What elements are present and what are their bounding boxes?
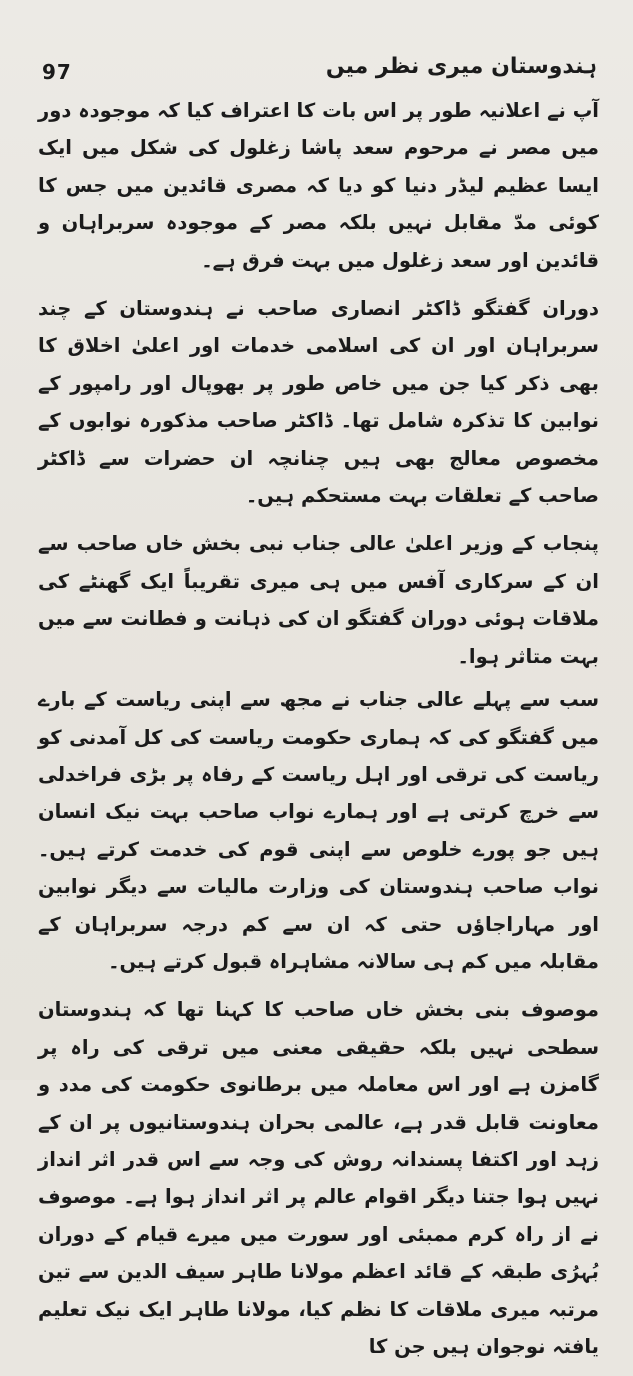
paragraph-3: پنجاب کے وزیر اعلیٰ عالی جناب نبی بخش خاں صاحب سے ان کے سرکاری آفس میں ہی میری تقریباً ایک گھنٹے کی ملاقات ہوئی دوران گفتگو ان کی ذہانت و فطانت سے میں بہت متاثر ہوا۔	[38, 532, 599, 668]
paragraph-1: آپ نے اعلانیہ طور پر اس بات کا اعتراف کیا کہ موجودہ دور میں مصر نے مرحوم سعد پاشا زغلول کی شکل میں ایک ایسا عظیم لیڈر دنیا کو دیا کہ مصری قائدین میں جس کا کوئی مدّ مقابل نہیں بلکہ مصر کے موجودہ سربراہان و قائدین اور سعد زغلول میں بہت فرق ہے۔	[38, 99, 599, 272]
page-header	[42, 54, 597, 88]
page-number: 97	[42, 60, 72, 84]
paragraph-2: دوران گفتگو ڈاکٹر انصاری صاحب نے ہندوستان کے چند سربراہان اور ان کی اسلامی خدمات اور اعلیٰ اخلاق کا بھی ذکر کیا جن میں خاص طور پر بھوپال اور رامپور کے نوابین کا تذکرہ شامل تھا۔ ڈاکٹر صاحب مذکورہ نوابوں کے مخصوص معالج بھی ہیں چنانچہ ان حضرات سے ڈاکٹر صاحب کے تعلقات بہت مستحکم ہیں۔	[38, 297, 599, 508]
paragraph-4: سب سے پہلے عالی جناب نے مجھ سے اپنی ریاست کے بارے میں گفتگو کی کہ ہماری حکومت ریاست کی کل آمدنی کو ریاست کی ترقی اور اہل ریاست کے رفاہ پر بڑی فراخدلی سے خرچ کرتی ہے اور ہمارے نواب صاحب بہت نیک انسان ہیں جو پورے خلوص سے اپنی قوم کی خدمت کرتے ہیں۔ نواب صاحب ہندوستان کی وزارت مالیات سے دیگر نوابین اور مہاراجاؤں حتی کہ ان سے کم درجہ سربراہان کے مقابلہ میں کم ہی سالانہ مشاہراہ قبول کرتے ہیں۔	[38, 688, 599, 973]
paragraph-5: موصوف بنی بخش خاں صاحب کا کہنا تھا کہ ہندوستان سطحی نہیں بلکہ حقیقی معنی میں ترقی کی راہ پر گامزن ہے اور اس معاملہ میں برطانوی حکومت کی مدد و معاونت قابل قدر ہے، عالمی بحران ہندوستانیوں پر ان کے زہد اور اکتفا پسندانہ روش کی وجہ سے اس قدر اثر انداز نہیں ہوا جتنا دیگر اقوام عالم پر اثر انداز ہوا ہے۔ موصوف نے از راہ کرم ممبئی اور سورت میں میرے قیام کے دوران بُہرُی طبقہ کے قائد اعظم مولانا طاہر سیف الدین سے تین مرتبہ میری ملاقات کا نظم کیا، مولانا طاہر ایک نیک تعلیم یافتہ نوجوان ہیں جن کا	[38, 998, 599, 1358]
page-body	[38, 92, 599, 1376]
running-title: ہندوستان میری نظر میں	[325, 54, 597, 79]
